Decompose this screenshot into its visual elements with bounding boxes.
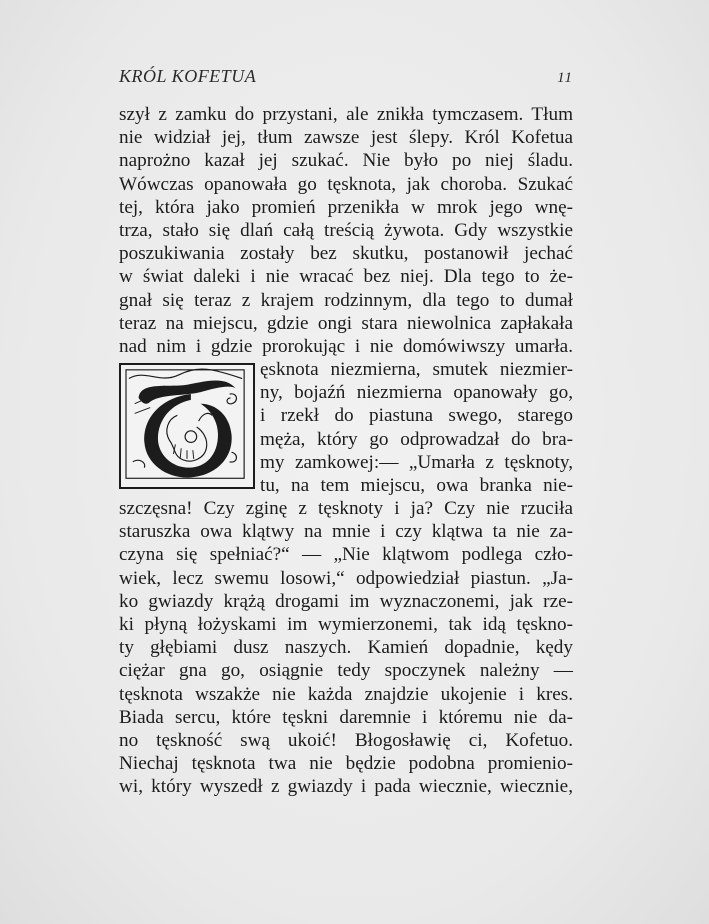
text-line: czyna się spełniać?“ — „Nie klątwom podlega czło- <box>119 544 573 566</box>
text-line: ęsknota niezmierna, smutek niezmier- <box>260 359 573 381</box>
paragraph-before-dropcap <box>119 103 573 358</box>
page-number-text: 11 <box>557 70 573 86</box>
ornamental-t-icon <box>121 365 253 487</box>
text-line: Niechaj tęsknota twa nie będzie podobna promienio- <box>119 753 573 775</box>
text-line: Wówczas opanowała go tęsknota, jak choroba. Szukać <box>119 173 573 195</box>
body-text <box>119 103 573 799</box>
text-line: tej, która jako promień przenikła w mrok jego wnę- <box>119 196 573 218</box>
text-line: teraz na miejscu, gdzie ongi stara niewolnica zapłakała <box>119 312 573 334</box>
text-line: staruszka owa klątwy na mnie i czy klątwa ta nie za- <box>119 521 573 543</box>
text-line: szył z zamku do przystani, ale znikła tymczasem. Tłum <box>119 104 573 125</box>
text-line: ciężar gna go, osiągnie tedy spoczynek należny — <box>119 660 573 682</box>
lines-beside-dropcap <box>260 358 573 497</box>
running-head <box>119 66 573 87</box>
text-line: trza, stało się dlań całą treścią żywota. Gdy wszystkie <box>119 219 573 241</box>
paragraph-after-dropcap <box>119 497 573 798</box>
text-line: Biada sercu, które tęskni daremnie i któremu nie da- <box>119 706 573 728</box>
text-line: nad nim i gdzie prorokując i nie domówiwszy umarła. <box>119 335 573 357</box>
page-number <box>557 70 573 87</box>
text-line: ko gwiazdy krążą drogami im wyznaczonemi, jak rze- <box>119 590 573 612</box>
running-title: KRÓL KOFETUA <box>119 66 257 86</box>
text-line: naprożno kazał jej szukać. Nie było po niej śladu. <box>119 150 573 172</box>
text-line: wiek, lecz swemu losowi,“ odpowiedział piastun. „Ja- <box>119 567 573 589</box>
text-line: szczęsna! Czy zginę z tęsknoty i ja? Czy nie rzuciła <box>119 498 573 520</box>
decorated-initial-t <box>119 363 255 489</box>
text-line: wi, który wyszedł z gwiazdy i pada wiecznie, wiecznie, <box>119 776 573 798</box>
text-line: i rzekł do piastuna swego, starego <box>260 405 573 427</box>
text-line: tęsknota wszakże nie każda znajdzie ukojenie i kres. <box>119 683 573 705</box>
text-line: my zamkowej:— „Umarła z tęsknoty, <box>260 451 573 473</box>
text-line: nie widział jej, tłum zawsze jest ślepy. Król Kofetua <box>119 127 573 149</box>
text-line: ny, bojaźń niezmierna opanowały go, <box>260 382 573 404</box>
dropcap-paragraph <box>119 358 573 497</box>
text-line: tu, na tem miejscu, owa branka nie- <box>260 475 573 496</box>
text-line: męża, który go odprowadzał do bra- <box>260 428 573 450</box>
text-line: gnał się teraz z krajem rodzinnym, dla tego to dumał <box>119 289 573 311</box>
text-line: w świat daleki i nie wracać bez niej. Dla tego to że- <box>119 266 573 288</box>
text-line: ty głębiami dusz naszych. Kamień dopadnie, kędy <box>119 637 573 659</box>
text-line: poszukiwania zostały bez skutku, postanowił jechać <box>119 243 573 265</box>
text-line: no tęskność swą ukoić! Błogosławię ci, Kofetuo. <box>119 729 573 751</box>
text-line: ki płyną łożyskami im wymierzonemi, tak idą tęskno- <box>119 614 573 635</box>
